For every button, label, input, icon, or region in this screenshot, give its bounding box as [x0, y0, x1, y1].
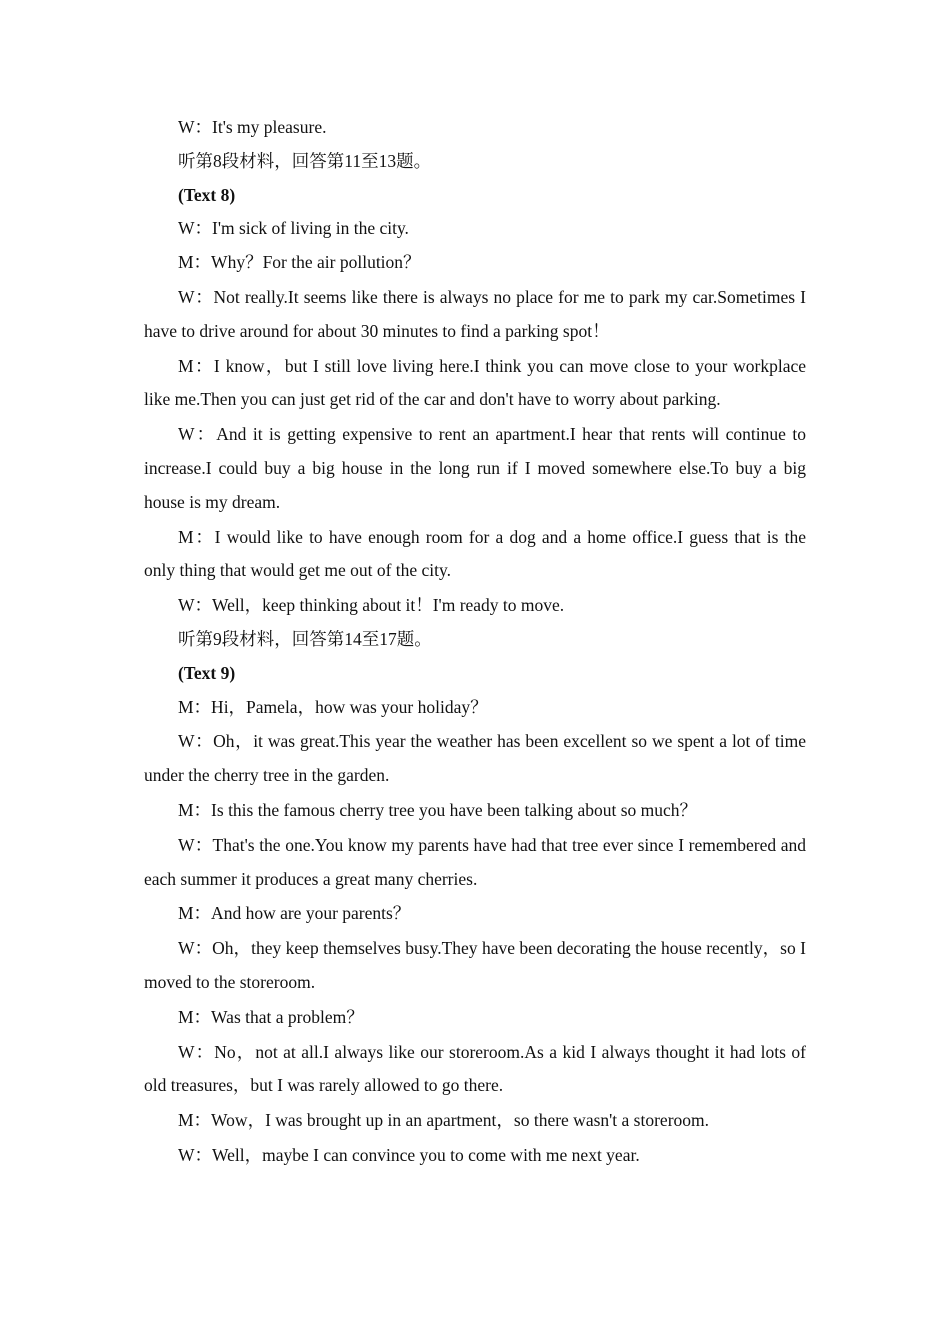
- dialogue-line: W：Oh，they keep themselves busy.They have been decorating the house recently，so I moved to the storeroom.: [144, 938, 806, 992]
- dialogue-line: W：Well，keep thinking about it！I'm ready to move.: [178, 595, 565, 616]
- dialogue-line: W：Not really.It seems like there is always no place for me to park my car.Sometimes I have to drive around for about 30 minutes to find a parking spot！: [144, 286, 806, 341]
- section-heading: (Text 8): [178, 184, 236, 205]
- dialogue-line: M：Is this the famous cherry tree you have been talking about so much？: [178, 799, 698, 820]
- dialogue-line: M：Hi，Pamela，how was your holiday？: [178, 696, 488, 717]
- dialogue-line: W：And it is getting expensive to rent an apartment.I hear that rents will continue to increase.I could buy a big house in the long run if I moved somewhere else.To buy a big house is my dream.: [144, 424, 806, 512]
- dialogue-line: M：And how are your parents？: [178, 903, 411, 924]
- dialogue-line: W：It's my pleasure.: [178, 117, 327, 137]
- dialogue-line: W：No，not at all.I always like our storeroom.As a kid I always thought it had lots of old treasures，but I was rarely allowed to go there.: [144, 1041, 806, 1096]
- section-instruction: 听第9段材料，回答第14至17题。: [178, 628, 432, 649]
- transcript-body: [144, 111, 806, 1173]
- dialogue-line: W：Oh，it was great.This year the weather has been excellent so we spent a lot of time under the cherry tree in the garden.: [144, 731, 806, 786]
- dialogue-line: M：Wow，I was brought up in an apartment，so there wasn't a storeroom.: [178, 1110, 710, 1131]
- dialogue-line: W：Well，maybe I can convince you to come with me next year.: [178, 1144, 640, 1165]
- section-heading: (Text 9): [178, 662, 236, 683]
- dialogue-line: W：That's the one.You know my parents have had that tree ever since I remembered and each summer it produces a great many cherries.: [144, 834, 806, 889]
- section-instruction: 听第8段材料，回答第11至13题。: [178, 150, 432, 171]
- dialogue-line: W：I'm sick of living in the city.: [178, 218, 409, 239]
- dialogue-line: M：I know，but I still love living here.I think you can move close to your workplace like me.Then you can just get rid of the car and don't have to worry about parking.: [144, 355, 806, 410]
- dialogue-line: M：Was that a problem？: [178, 1006, 364, 1027]
- dialogue-line: M：I would like to have enough room for a dog and a home office.I guess that is the only thing that would get me out of the city.: [144, 526, 806, 581]
- dialogue-line: M：Why？For the air pollution？: [178, 252, 421, 273]
